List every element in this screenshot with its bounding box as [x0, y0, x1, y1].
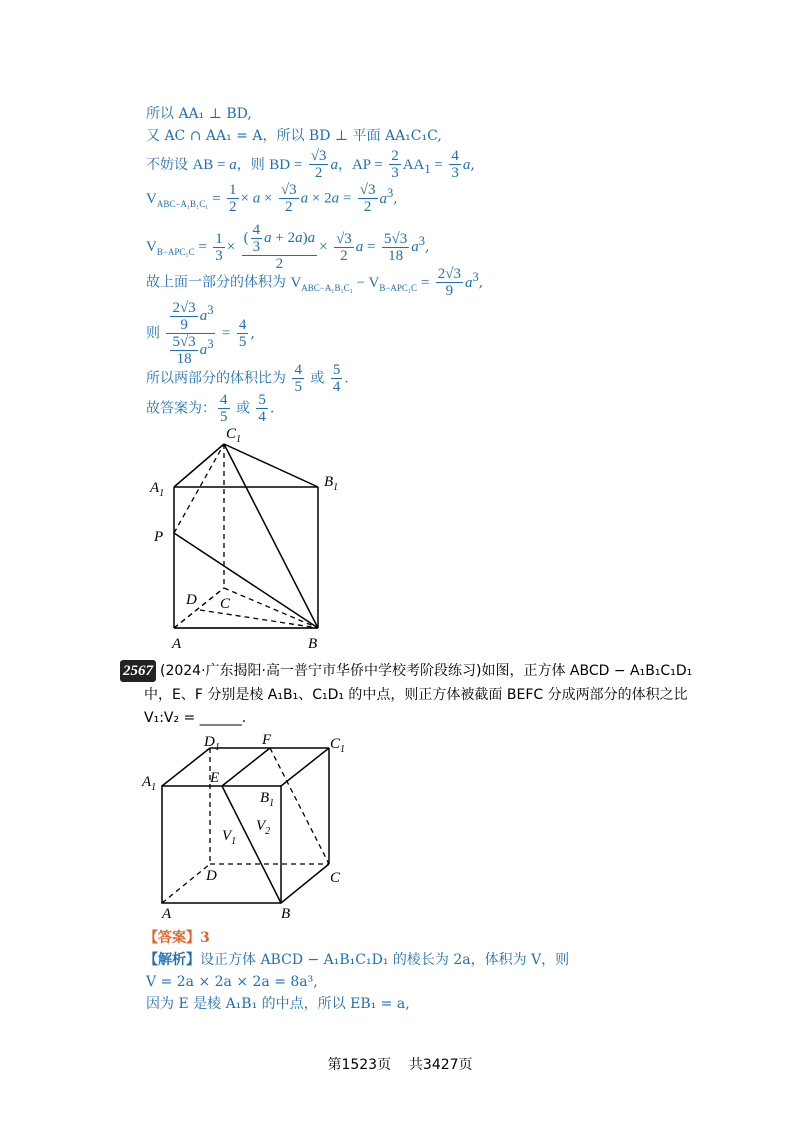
cube-figure — [140, 728, 370, 928]
solution-line: 所以 AA₁ ⊥ BD, — [146, 106, 252, 122]
label-A1: $A_1$ — [142, 774, 157, 793]
label-B1: $B_1$ — [260, 790, 275, 809]
answer-value: 3 — [200, 930, 210, 946]
solution-line: 则 $\frac{2√3}{9}$ $a^3$ $\frac{5√3}{18}$ $a^3$ = $\frac{4}{5}$ , — [146, 300, 255, 367]
question-number-badge: 2567 — [120, 660, 156, 682]
label-D: D — [186, 592, 197, 608]
label-P: P — [154, 529, 164, 545]
solution-line: 不妨设 AB = a，则 BD = $\frac{√3}{2}$ a，AP = $\frac{2}{3}$ $AA_1$ = $\frac{4}{3}$ a, — [146, 148, 475, 181]
page-number: 第1523页 — [327, 1057, 392, 1073]
label-D1: $D_1$ — [204, 734, 220, 753]
solution-line: $V_{ABC-A_1B_1C_1}$ = $\frac{1}{2}$ × a × $\frac{√3}{2}$ a × 2a = $\frac{√3}{2}$ $a^3$, — [146, 182, 398, 215]
label-C1: $C_1$ — [226, 426, 242, 445]
question-line-2: 中，E、F 分别是棱 A₁B₁、C₁D₁ 的中点，则正方体被截面 BEFC 分成两部分的体积之比 — [144, 687, 688, 703]
analysis-label: 【解析】 — [144, 952, 200, 968]
label-B1: $B_1$ — [324, 474, 339, 493]
label-A1: $A_1$ — [150, 480, 165, 499]
solution-line: 所以两部分的体积比为 $\frac{4}{5}$ 或 $\frac{5}{4}$ . — [146, 362, 349, 395]
label-E: E — [210, 770, 220, 786]
label-A: A — [162, 906, 172, 922]
total-pages: 共3427页 — [408, 1057, 473, 1073]
analysis-line-2: V = 2a × 2a × 2a = 8a³, — [146, 974, 318, 990]
label-B: B — [308, 636, 318, 652]
label-F: F — [262, 732, 272, 748]
analysis-line-1: 【解析】设正方体 ABCD − A₁B₁C₁D₁ 的棱长为 2a，体积为 V，则 — [144, 952, 570, 968]
label-C1: $C_1$ — [330, 736, 346, 755]
solution-line: 故答案为： $\frac{4}{5}$ 或 $\frac{5}{4}$ . — [146, 392, 275, 425]
label-V1: $V_1$ — [222, 828, 237, 847]
label-B: B — [281, 906, 291, 922]
answer-label: 【答案】 — [144, 930, 200, 946]
answer-line — [144, 928, 210, 948]
label-C: C — [220, 596, 231, 612]
solution-line: 故上面一部分的体积为 $V_{ABC-A_1B_1C_1} - V_{B-APC_1C}$ = $\frac{2√3}{9}$ $a^3$, — [146, 266, 484, 299]
label-V2: $V_2$ — [256, 818, 271, 837]
question-line-1: 2567 (2024·广东揭阳·高一普宁市华侨中学校考阶段练习)如图，正方体 ABCD − A₁B₁C₁D₁ — [120, 660, 692, 682]
question-line-3: V₁:V₂ = ______. — [144, 710, 247, 726]
page-footer — [0, 1054, 800, 1074]
label-A: A — [172, 636, 182, 652]
analysis-line-3: 因为 E 是棱 A₁B₁ 的中点，所以 EB₁ = a, — [146, 996, 410, 1012]
label-D: D — [206, 868, 217, 884]
solution-line: 又 AC ∩ AA₁ = A，所以 BD ⊥ 平面 AA₁C₁C, — [146, 128, 442, 144]
prism-figure — [140, 420, 360, 655]
label-C: C — [330, 870, 341, 886]
solution-line: $V_{B-APC_1C}$ = $\frac{1}{3}$ × ( $\frac{4}{3}$ a + 2a)a 2 × $\frac{√3}{2}$ a = $\frac{5√3}{18}$ $a^3$, — [146, 222, 430, 272]
